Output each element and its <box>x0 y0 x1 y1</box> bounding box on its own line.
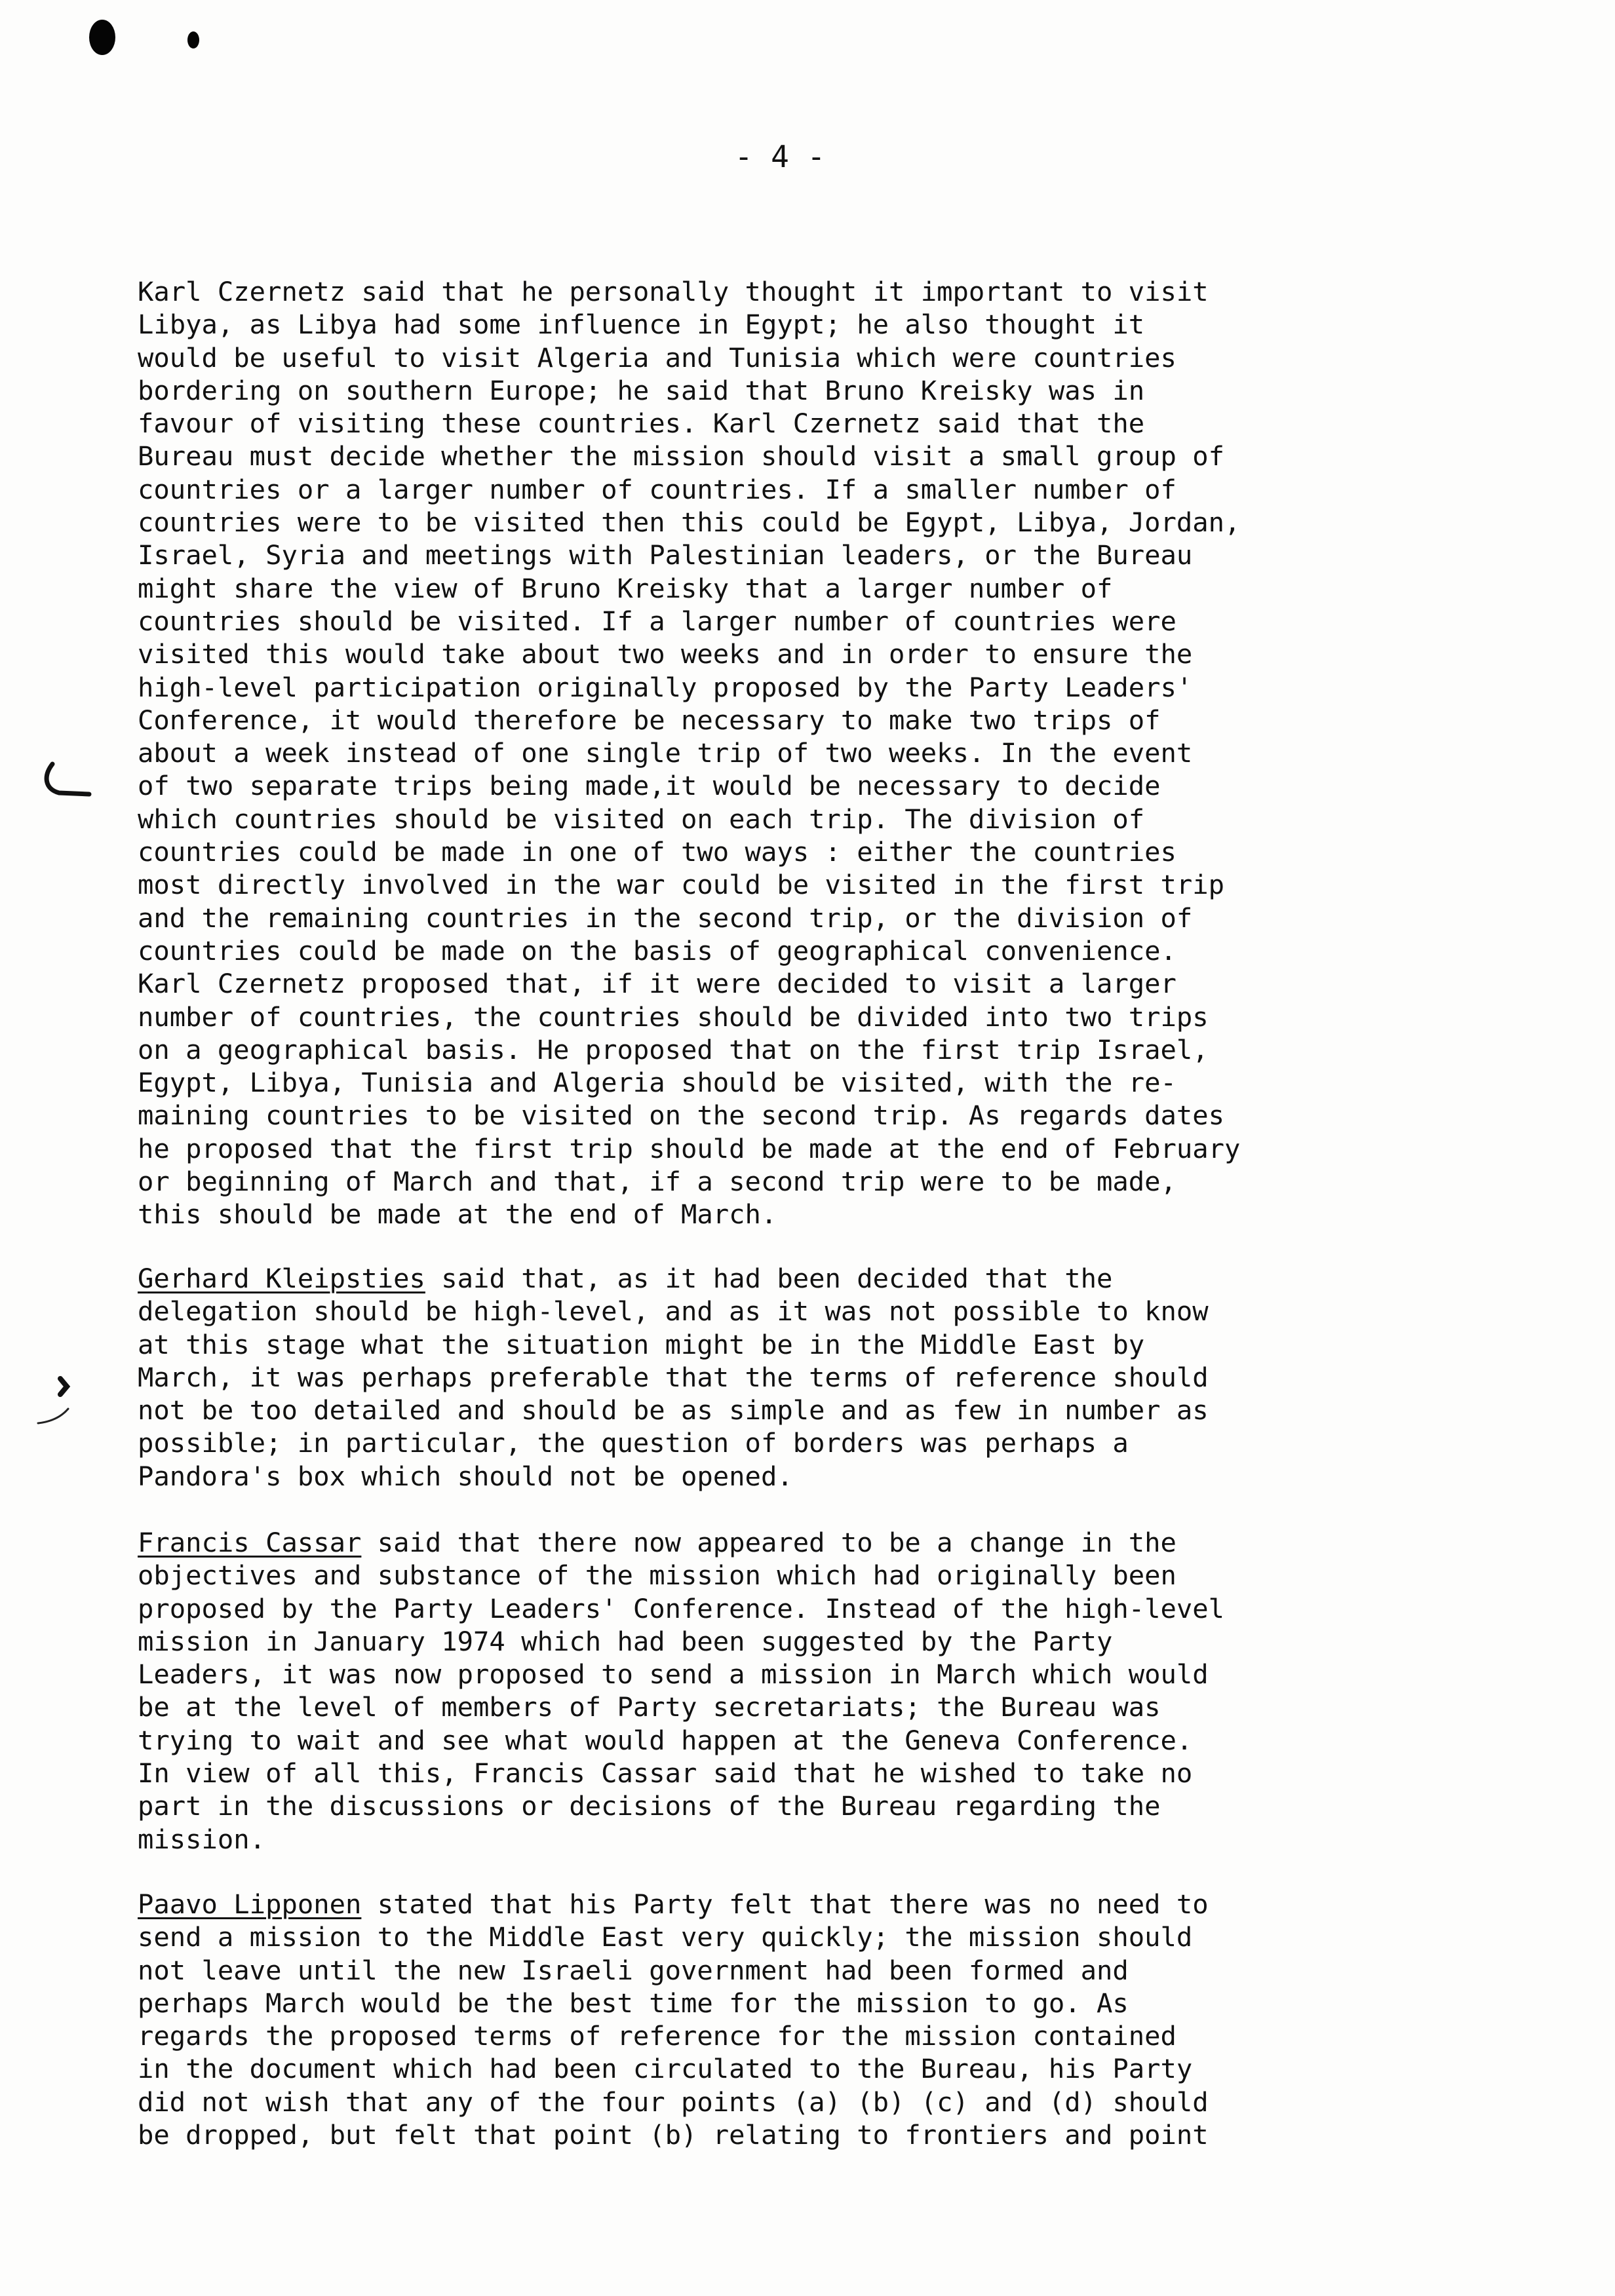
text-line: he proposed that the first trip should be made at the end of February <box>138 1132 1241 1164</box>
text-line: high-level participation originally proposed by the Party Leaders' <box>138 671 1193 703</box>
text-line: send a mission to the Middle East very quickly; the mission should <box>138 1921 1193 1953</box>
text-line: Egypt, Libya, Tunisia and Algeria should be visited, with the re- <box>138 1067 1177 1099</box>
speaker-name: Francis Cassar <box>138 1527 362 1558</box>
line-text: stated that his Party felt that there was no need to <box>361 1888 1209 1920</box>
text-line: favour of visiting these countries. Karl Czernetz said that the <box>138 408 1145 440</box>
text-line: Bureau must decide whether the mission should visit a small group of <box>138 440 1225 472</box>
margin-bracket-mark <box>41 761 93 801</box>
text-line: possible; in particular, the question of borders was perhaps a <box>138 1427 1129 1459</box>
text-line: and the remaining countries in the second trip, or the division of <box>138 902 1193 934</box>
text-line: Pandora's box which should not be opened. <box>138 1460 793 1492</box>
page-number: - 4 - <box>734 139 826 174</box>
text-line: objectives and substance of the mission which had originally been <box>138 1559 1177 1592</box>
text-line: would be useful to visit Algeria and Tunisia which were countries <box>138 341 1177 373</box>
text-line: trying to wait and see what would happen at the Geneva Conference. <box>138 1724 1193 1756</box>
text-line: might share the view of Bruno Kreisky that a larger number of <box>138 572 1113 604</box>
line-text: said that, as it had been decided that the <box>425 1263 1113 1294</box>
paragraph <box>138 1262 1508 1493</box>
text-line: in the document which had been circulated to the Bureau, his Party <box>138 2053 1193 2085</box>
text-line: regards the proposed terms of reference for the mission contained <box>138 2020 1177 2052</box>
text-line: perhaps March would be the best time for the mission to go. As <box>138 1987 1129 2019</box>
text-line: most directly involved in the war could be visited in the first trip <box>138 869 1225 901</box>
text-line: delegation should be high-level, and as it was not possible to know <box>138 1295 1209 1328</box>
text-line: at this stage what the situation might be in the Middle East by <box>138 1328 1145 1360</box>
speaker-name: Gerhard Kleipsties <box>138 1263 425 1294</box>
text-line: did not wish that any of the four points (a) (b) (c) and (d) should <box>138 2086 1209 2118</box>
text-line: be dropped, but felt that point (b) relating to frontiers and point <box>138 2119 1209 2151</box>
text-line: on a geographical basis. He proposed that on the first trip Israel, <box>138 1033 1209 1065</box>
text-line: visited this would take about two weeks and in order to ensure the <box>138 638 1193 670</box>
text-line <box>138 1888 1508 1921</box>
speaker-name: Paavo Lipponen <box>138 1888 362 1920</box>
text-line: proposed by the Party Leaders' Conference. Instead of the high-level <box>138 1592 1225 1624</box>
text-line <box>138 1526 1508 1559</box>
paragraph <box>138 1888 1508 2151</box>
text-line: of two separate trips being made,it would be necessary to decide <box>138 770 1161 802</box>
text-line: countries were to be visited then this could be Egypt, Libya, Jordan, <box>138 507 1241 539</box>
text-line: Karl Czernetz said that he personally thought it important to visit <box>138 276 1209 307</box>
text-line: Leaders, it was now proposed to send a mission in March which would <box>138 1658 1209 1691</box>
text-line: be at the level of members of Party secretariats; the Bureau was <box>138 1691 1161 1723</box>
punch-hole-mark <box>89 20 115 55</box>
text-line: not leave until the new Israeli government had been formed and <box>138 1954 1129 1986</box>
text-line: countries could be made in one of two ways : either the countries <box>138 836 1177 868</box>
text-line: In view of all this, Francis Cassar said that he wished to take no <box>138 1757 1193 1789</box>
text-line: about a week instead of one single trip of two weeks. In the event <box>138 737 1193 769</box>
line-text: said that there now appeared to be a change in the <box>361 1527 1177 1558</box>
paragraph <box>138 1526 1508 1856</box>
text-line: countries or a larger number of countries. If a smaller number of <box>138 473 1177 505</box>
text-line: Karl Czernetz proposed that, if it were decided to visit a larger <box>138 968 1177 1000</box>
text-line: March, it was perhaps preferable that the terms of reference should <box>138 1361 1209 1393</box>
text-line: mission in January 1974 which had been suggested by the Party <box>138 1625 1113 1657</box>
text-line: or beginning of March and that, if a second trip were to be made, <box>138 1166 1177 1198</box>
text-line: part in the discussions or decisions of the Bureau regarding the <box>138 1790 1161 1822</box>
text-line: this should be made at the end of March. <box>138 1198 777 1231</box>
text-line: countries could be made on the basis of geographical convenience. <box>138 934 1177 966</box>
text-line: countries should be visited. If a larger number of countries were <box>138 605 1177 637</box>
margin-bracket-mark <box>34 1375 80 1430</box>
text-line: number of countries, the countries should be divided into two trips <box>138 1001 1209 1033</box>
text-line: mission. <box>138 1823 266 1855</box>
paragraph <box>138 275 1508 1231</box>
punch-hole-mark <box>187 31 199 48</box>
text-line: which countries should be visited on each trip. The division of <box>138 803 1145 835</box>
text-line: Libya, as Libya had some influence in Egypt; he also thought it <box>138 309 1145 341</box>
text-line: Israel, Syria and meetings with Palestinian leaders, or the Bureau <box>138 539 1193 571</box>
text-line: bordering on southern Europe; he said that Bruno Kreisky was in <box>138 374 1145 406</box>
text-line: not be too detailed and should be as simple and as few in number as <box>138 1394 1209 1426</box>
text-line <box>138 1262 1508 1295</box>
text-line: Conference, it would therefore be necessary to make two trips of <box>138 704 1161 736</box>
text-line: maining countries to be visited on the second trip. As regards dates <box>138 1100 1225 1132</box>
